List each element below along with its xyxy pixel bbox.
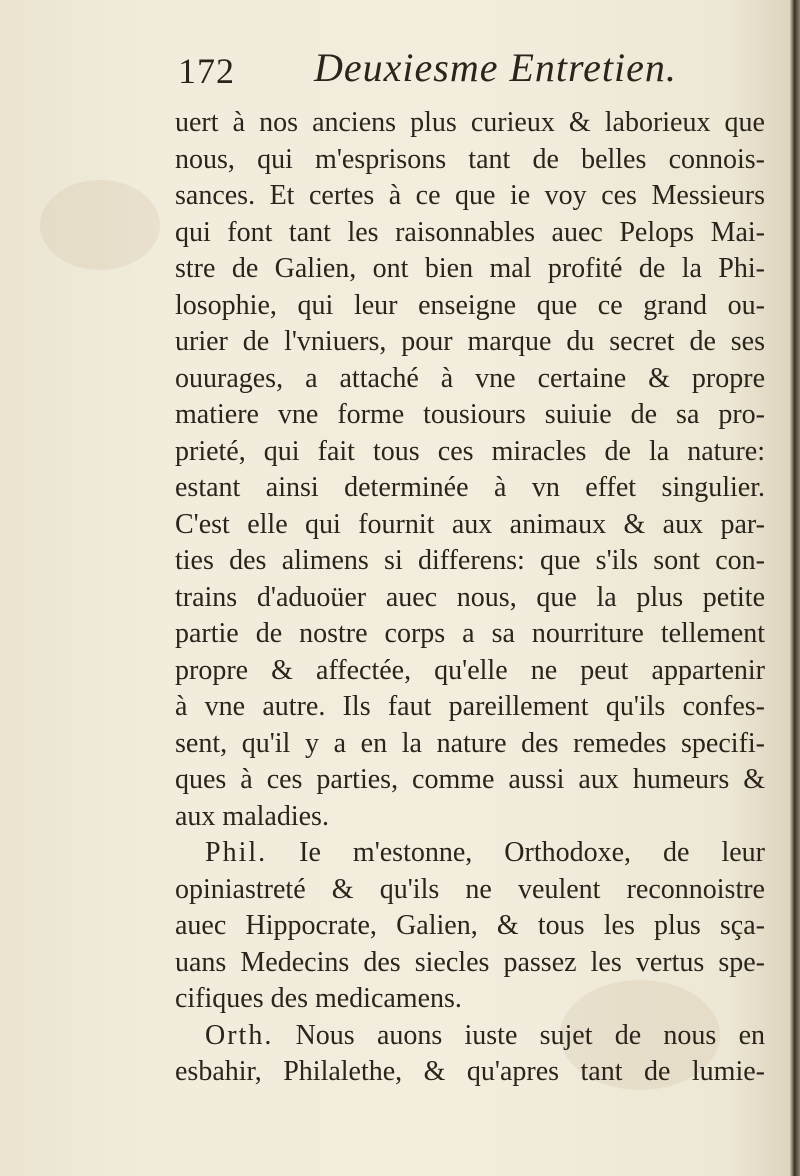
- paper-stain: [40, 180, 160, 270]
- text-line: stre de Galien, ont bien mal profité de la Phi-: [175, 253, 765, 284]
- text-line: prieté, qui fait tous ces miracles de la nature:: [175, 435, 765, 467]
- text-line: à vne autre. Ils faut pareillement qu'ils confes-: [175, 691, 765, 722]
- text-line: ques à ces parties, comme aussi aux humeurs &: [175, 764, 765, 795]
- text-line: estant ainsi determinée à vn effet singulier.: [175, 472, 765, 503]
- text-line: nous, qui m'esprisons tant de belles connois-: [175, 143, 765, 175]
- text-line: sances. Et certes à ce que ie voy ces Messieurs: [175, 180, 765, 211]
- text-line: urier de l'vniuers, pour marque du secret de ses: [175, 326, 765, 357]
- text-line: propre & affectée, qu'elle ne peut appartenir: [175, 654, 765, 686]
- speaker-line-orth: [175, 1018, 765, 1055]
- speaker-name: Phil.: [205, 837, 268, 868]
- text-line: ouurages, a attaché à vne certaine & propre: [175, 362, 765, 394]
- speaker-line-phil: [175, 835, 765, 872]
- page-header: [178, 44, 738, 100]
- text-line: auec Hippocrate, Galien, & tous les plus sça-: [175, 910, 765, 941]
- running-title: Deuxiesme Entretien.: [314, 45, 677, 90]
- text-line: C'est elle qui fournit aux animaux & aux par-: [175, 508, 765, 540]
- text-line: cifiques des medicamens.: [175, 983, 462, 1014]
- text-line: qui font tant les raisonnables auec Pelops Mai-: [175, 216, 765, 248]
- text-line: losophie, qui leur enseigne que ce grand ou-: [175, 289, 765, 321]
- text-line: opiniastreté & qu'ils ne veulent reconnoistre: [175, 873, 765, 905]
- text-line: aux maladies.: [175, 800, 329, 832]
- page-edge: [790, 0, 800, 1176]
- text-line: matiere vne forme tousiours suiuie de sa pro-: [175, 399, 765, 430]
- text-line: uert à nos anciens plus curieux & laborieux que: [175, 107, 765, 138]
- page-number: 172: [178, 51, 235, 91]
- text-line: ties des alimens si differens: que s'ils sont con-: [175, 545, 765, 576]
- text-line: uans Medecins des siecles passez les vertus spe-: [175, 946, 765, 978]
- text-line: trains d'aduoüer auec nous, que la plus petite: [175, 581, 765, 613]
- speaker-text: Ie m'estonne, Orthodoxe, de leur: [299, 837, 765, 868]
- body-text: [175, 105, 765, 1091]
- text-line: partie de nostre corps a sa nourriture tellement: [175, 618, 765, 649]
- text-line: sent, qu'il y a en la nature des remedes specifi-: [175, 727, 765, 759]
- speaker-text: Nous auons iuste sujet de nous en: [295, 1019, 765, 1051]
- speaker-name: Orth.: [205, 1019, 274, 1051]
- text-line: esbahir, Philalethe, & qu'apres tant de lumie-: [175, 1056, 765, 1087]
